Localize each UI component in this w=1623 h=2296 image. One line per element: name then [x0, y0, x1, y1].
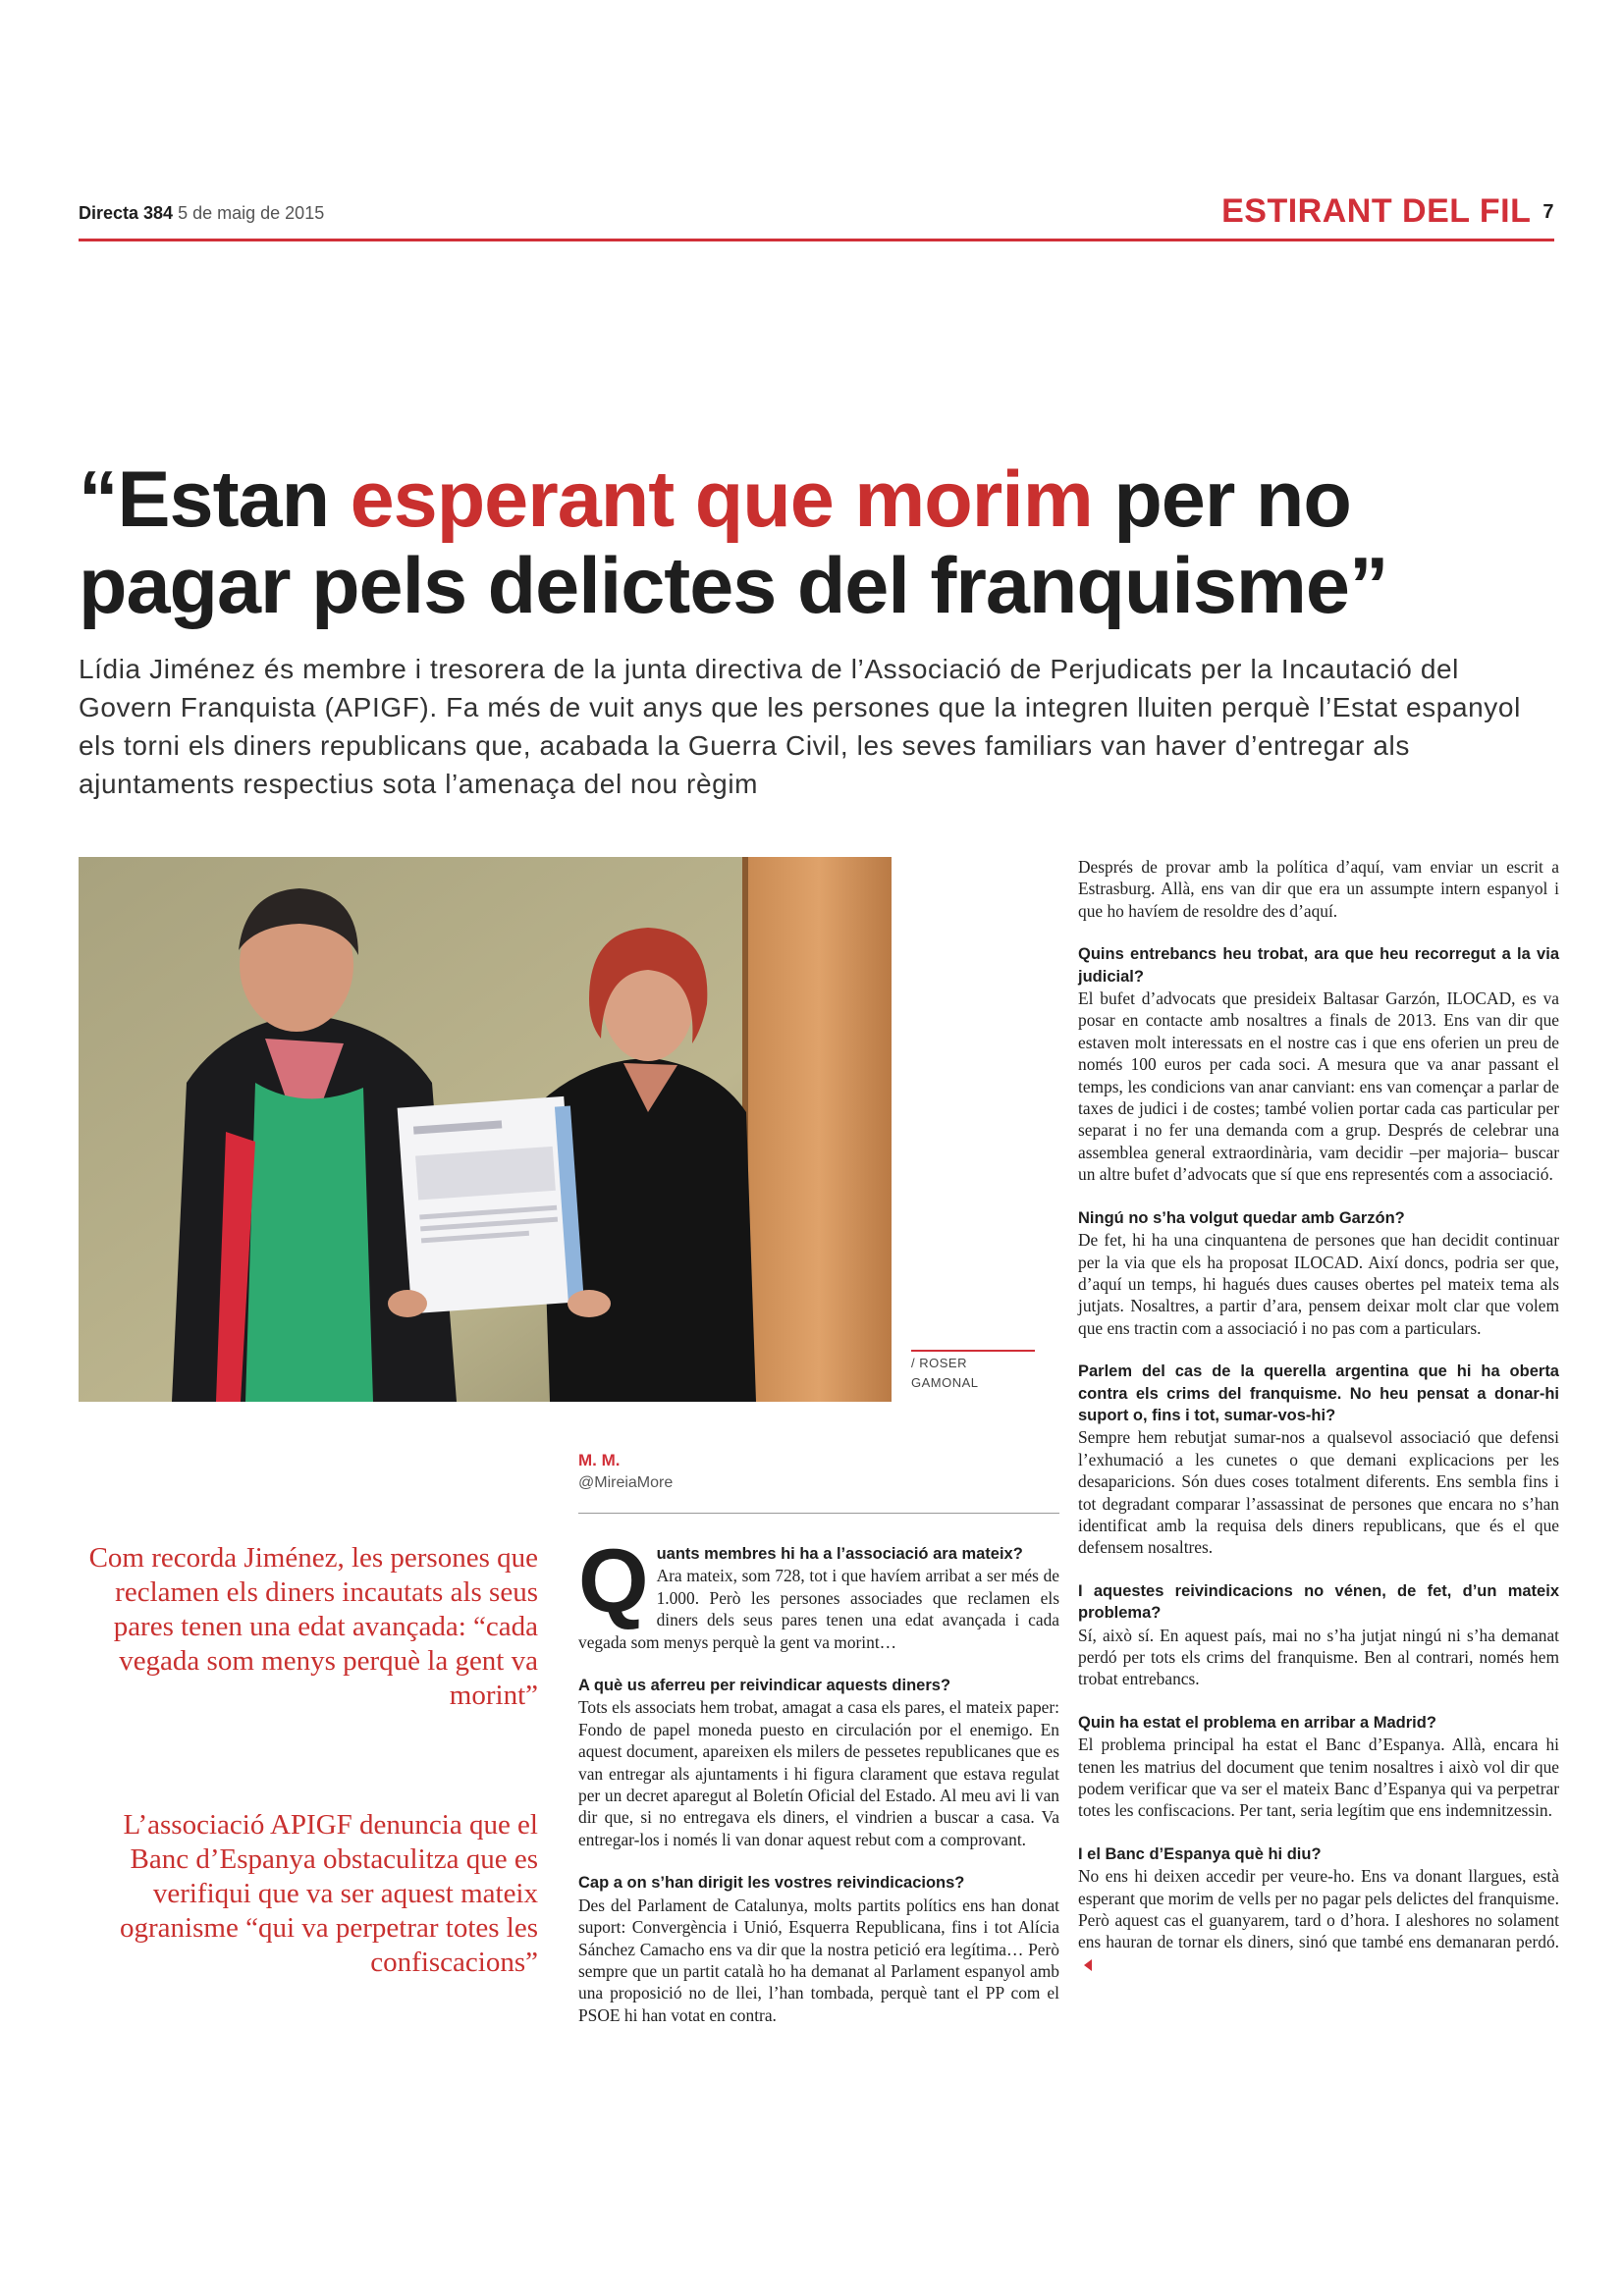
qa-block: [1078, 1580, 1559, 1690]
qa-block: [578, 1872, 1059, 2026]
header-divider: [79, 239, 1554, 241]
qa-block: [1078, 1361, 1559, 1559]
author-handle[interactable]: @MireiaMore: [578, 1474, 674, 1491]
author-name: M. M.: [578, 1451, 621, 1469]
caption-divider: [911, 1350, 1035, 1352]
issue-info: [79, 203, 324, 224]
title-part: per no pagar pels delictes del franquisme”: [79, 455, 1388, 630]
answer: Sí, això sí. En aquest país, mai no s’ha jutjat ningú ni s’ha demanat perdó per tots els crims del franquisme. Ben al contrari, només hem trobat entrebancs.: [1078, 1625, 1559, 1689]
question: I aquestes reivindicacions no vénen, de fet, d’un mateix problema?: [1078, 1581, 1559, 1623]
qa-block: [1078, 1712, 1559, 1822]
answer: El bufet d’advocats que presideix Baltasar Garzón, ILOCAD, es va posar en contacte amb nosaltres a finals de 2013. Ens van dir que estaven molt interessats en el nostre cas i que ens oferien un preu de només 100 euros per cada soci. A mesura que va anar passant el temps, les condicions van anar canviant: ens van començar a parlar de taxes de judici i de costes; també volien portar cada cas particular per separat i no fer una demanda com a grup. Després de celebrar una assemblea general extraordinària, vam decidir –per majoria– buscar un altre bufet d’advocats que sí que ens representés com a associació.: [1078, 988, 1559, 1185]
question: uants membres hi ha a l’associació ara mateix?: [656, 1545, 1023, 1563]
answer: Des del Parlament de Catalunya, molts partits polítics ens han donat suport: Convergència i Unió, Esquerra Republicana, fins i tot Alícia Sánchez Camacho ens va dir que la nostra petició era legítima… Però sempre que un partit català ho ha demanat al Parlament espanyol amb una proposició no de llei, l’han tombada, perquè tant el PP com el PSOE hi han votat en contra.: [578, 1895, 1059, 2025]
section-header: [1221, 192, 1554, 231]
section-title: ESTIRANT DEL FIL: [1221, 192, 1532, 230]
body-column-middle: [578, 1531, 1059, 2048]
question: Ningú no s’ha volgut quedar amb Garzón?: [1078, 1208, 1405, 1227]
byline-divider: [578, 1513, 1059, 1514]
answer: Ara mateix, som 728, tot i que havíem arribat a ser més de 1.000. Però les persones associades que reclamen els diners dels seus pares tenen una edat avançada i cada vegada som menys perquè la gent va morint…: [578, 1566, 1059, 1652]
qa-block: [578, 1675, 1059, 1850]
photo-credit-line: GAMONAL: [911, 1375, 979, 1390]
qa-block: [1078, 943, 1559, 1185]
body-column-right: [1078, 856, 1559, 1997]
answer: Tots els associats hem trobat, amagat a casa els pares, el mateix paper: Fondo de papel moneda puesto en circulación por el enemigo. En aquest document, apareixen els milers de pessetes republicanes que es van entregar als ajuntaments i hi figura clarament que estava regulat per un decret aparegut al Boletín Oficial del Estado. Al meu avi li van dir que, si no entregava els diners, el vindrien a buscar a casa. Va entregar-los i només li van donar aquest rebut com a comprovant.: [578, 1697, 1059, 1849]
question: A què us aferreu per reivindicar aquests diners?: [578, 1677, 951, 1695]
page-number: 7: [1542, 201, 1554, 223]
pull-quote: Com recorda Jiménez, les persones que reclamen els diners incautats als seus pares tenen una edat avançada: “cada vegada som menys perquè la gent va morint”: [88, 1542, 538, 1711]
issue-date: 5 de maig de 2015: [178, 203, 325, 223]
article-title: [79, 456, 1551, 629]
qa-block: [1078, 1207, 1559, 1339]
article-lede: Lídia Jiménez és membre i tresorera de la junta directiva de l’Associació de Perjudicats per la Incautació del Govern Franquista (APIGF). Fa més de vuit anys que les persones que la integren lluiten perquè l’Estat espanyol els torni els diners republicans que, acabada la Guerra Civil, les seves familiars van haver d’entregar als ajuntaments respectius sota l’amenaça del nou règim: [79, 654, 1521, 799]
question: Quin ha estat el problema en arribar a Madrid?: [1078, 1713, 1436, 1732]
photo-credit-line: / ROSER: [911, 1356, 967, 1370]
article-photo: [79, 857, 892, 1402]
answer: Sempre hem rebutjat sumar-nos a qualsevol associació que defensi l’exhumació a les cunetes o que demani explicacions per les desaparicions. Són dues coses totalment diferents. Ens sembla fins i tot degradant comparar l’assassinat de persones que encara no s’han identificat amb la requisa dels diners republicans, que és el que defensem nosaltres.: [1078, 1427, 1559, 1558]
photo-credit: [911, 1354, 979, 1393]
pull-quote: L’associació APIGF denuncia que el Banc d’Espanya obstaculitza que es verifiqui que va ser aquest mateix ogranisme “qui va perpetrar totes les confiscacions”: [120, 1809, 538, 1978]
title-highlight: esperant que morim: [350, 455, 1093, 544]
answer: De fet, hi ha una cinquantena de persones que han decidit continuar per la via que els ha proposat ILOCAD. Així doncs, podria ser que, d’aquí un temps, hi hagués dues causes obertes pel mateix tema als jutjats. Nosaltres, a partir d’ara, pensem deixar molt clar que volem que ens tractin com a associació i no pas com a particulars.: [1078, 1230, 1559, 1338]
publication-name: Directa 384: [79, 203, 174, 223]
qa-block: [1078, 1843, 1559, 1975]
question: Parlem del cas de la querella argentina que hi ha oberta contra els crims del franquisme. No heu pensat a donar-hi suport o, fins i tot, sumar-vos-hi?: [1078, 1362, 1559, 1424]
answer: El problema principal ha estat el Banc d’Espanya. Allà, encara hi tenen les matrius del document que tenim nosaltres i això vol dir que podem verificar que va ser el mateix Banc d’Espanya qui va perpetrar totes les confiscacions. Per tant, seria legítim que ens indemnitzessin.: [1078, 1735, 1559, 1821]
answer: No ens hi deixen accedir per veure-ho. Ens va donant llargues, està esperant que morim de vells per no pagar pels delictes del franquisme. Però aquest cas el guanyarem, tard o d’hora. I aleshores no solament ens hauran de tornar els diners, sinó que també ens demanaran perdó.: [1078, 1866, 1559, 1952]
end-of-article-icon: [1084, 1959, 1092, 1971]
question: I el Banc d’Espanya què hi diu?: [1078, 1844, 1322, 1863]
dropcap: Q: [578, 1531, 649, 1631]
answer: Després de provar amb la política d’aquí, vam enviar un escrit a Estrasburg. Allà, ens van dir que era un assumpte intern espanyol i que ho havíem de resoldre des d’aquí.: [1078, 857, 1559, 921]
question: Quins entrebancs heu trobat, ara que heu recorregut a la via judicial?: [1078, 945, 1559, 986]
byline: [578, 1451, 673, 1492]
qa-block: [578, 1531, 1059, 1653]
title-part: “Estan: [79, 455, 351, 544]
question: Cap a on s’han dirigit les vostres reivindicacions?: [578, 1874, 965, 1893]
